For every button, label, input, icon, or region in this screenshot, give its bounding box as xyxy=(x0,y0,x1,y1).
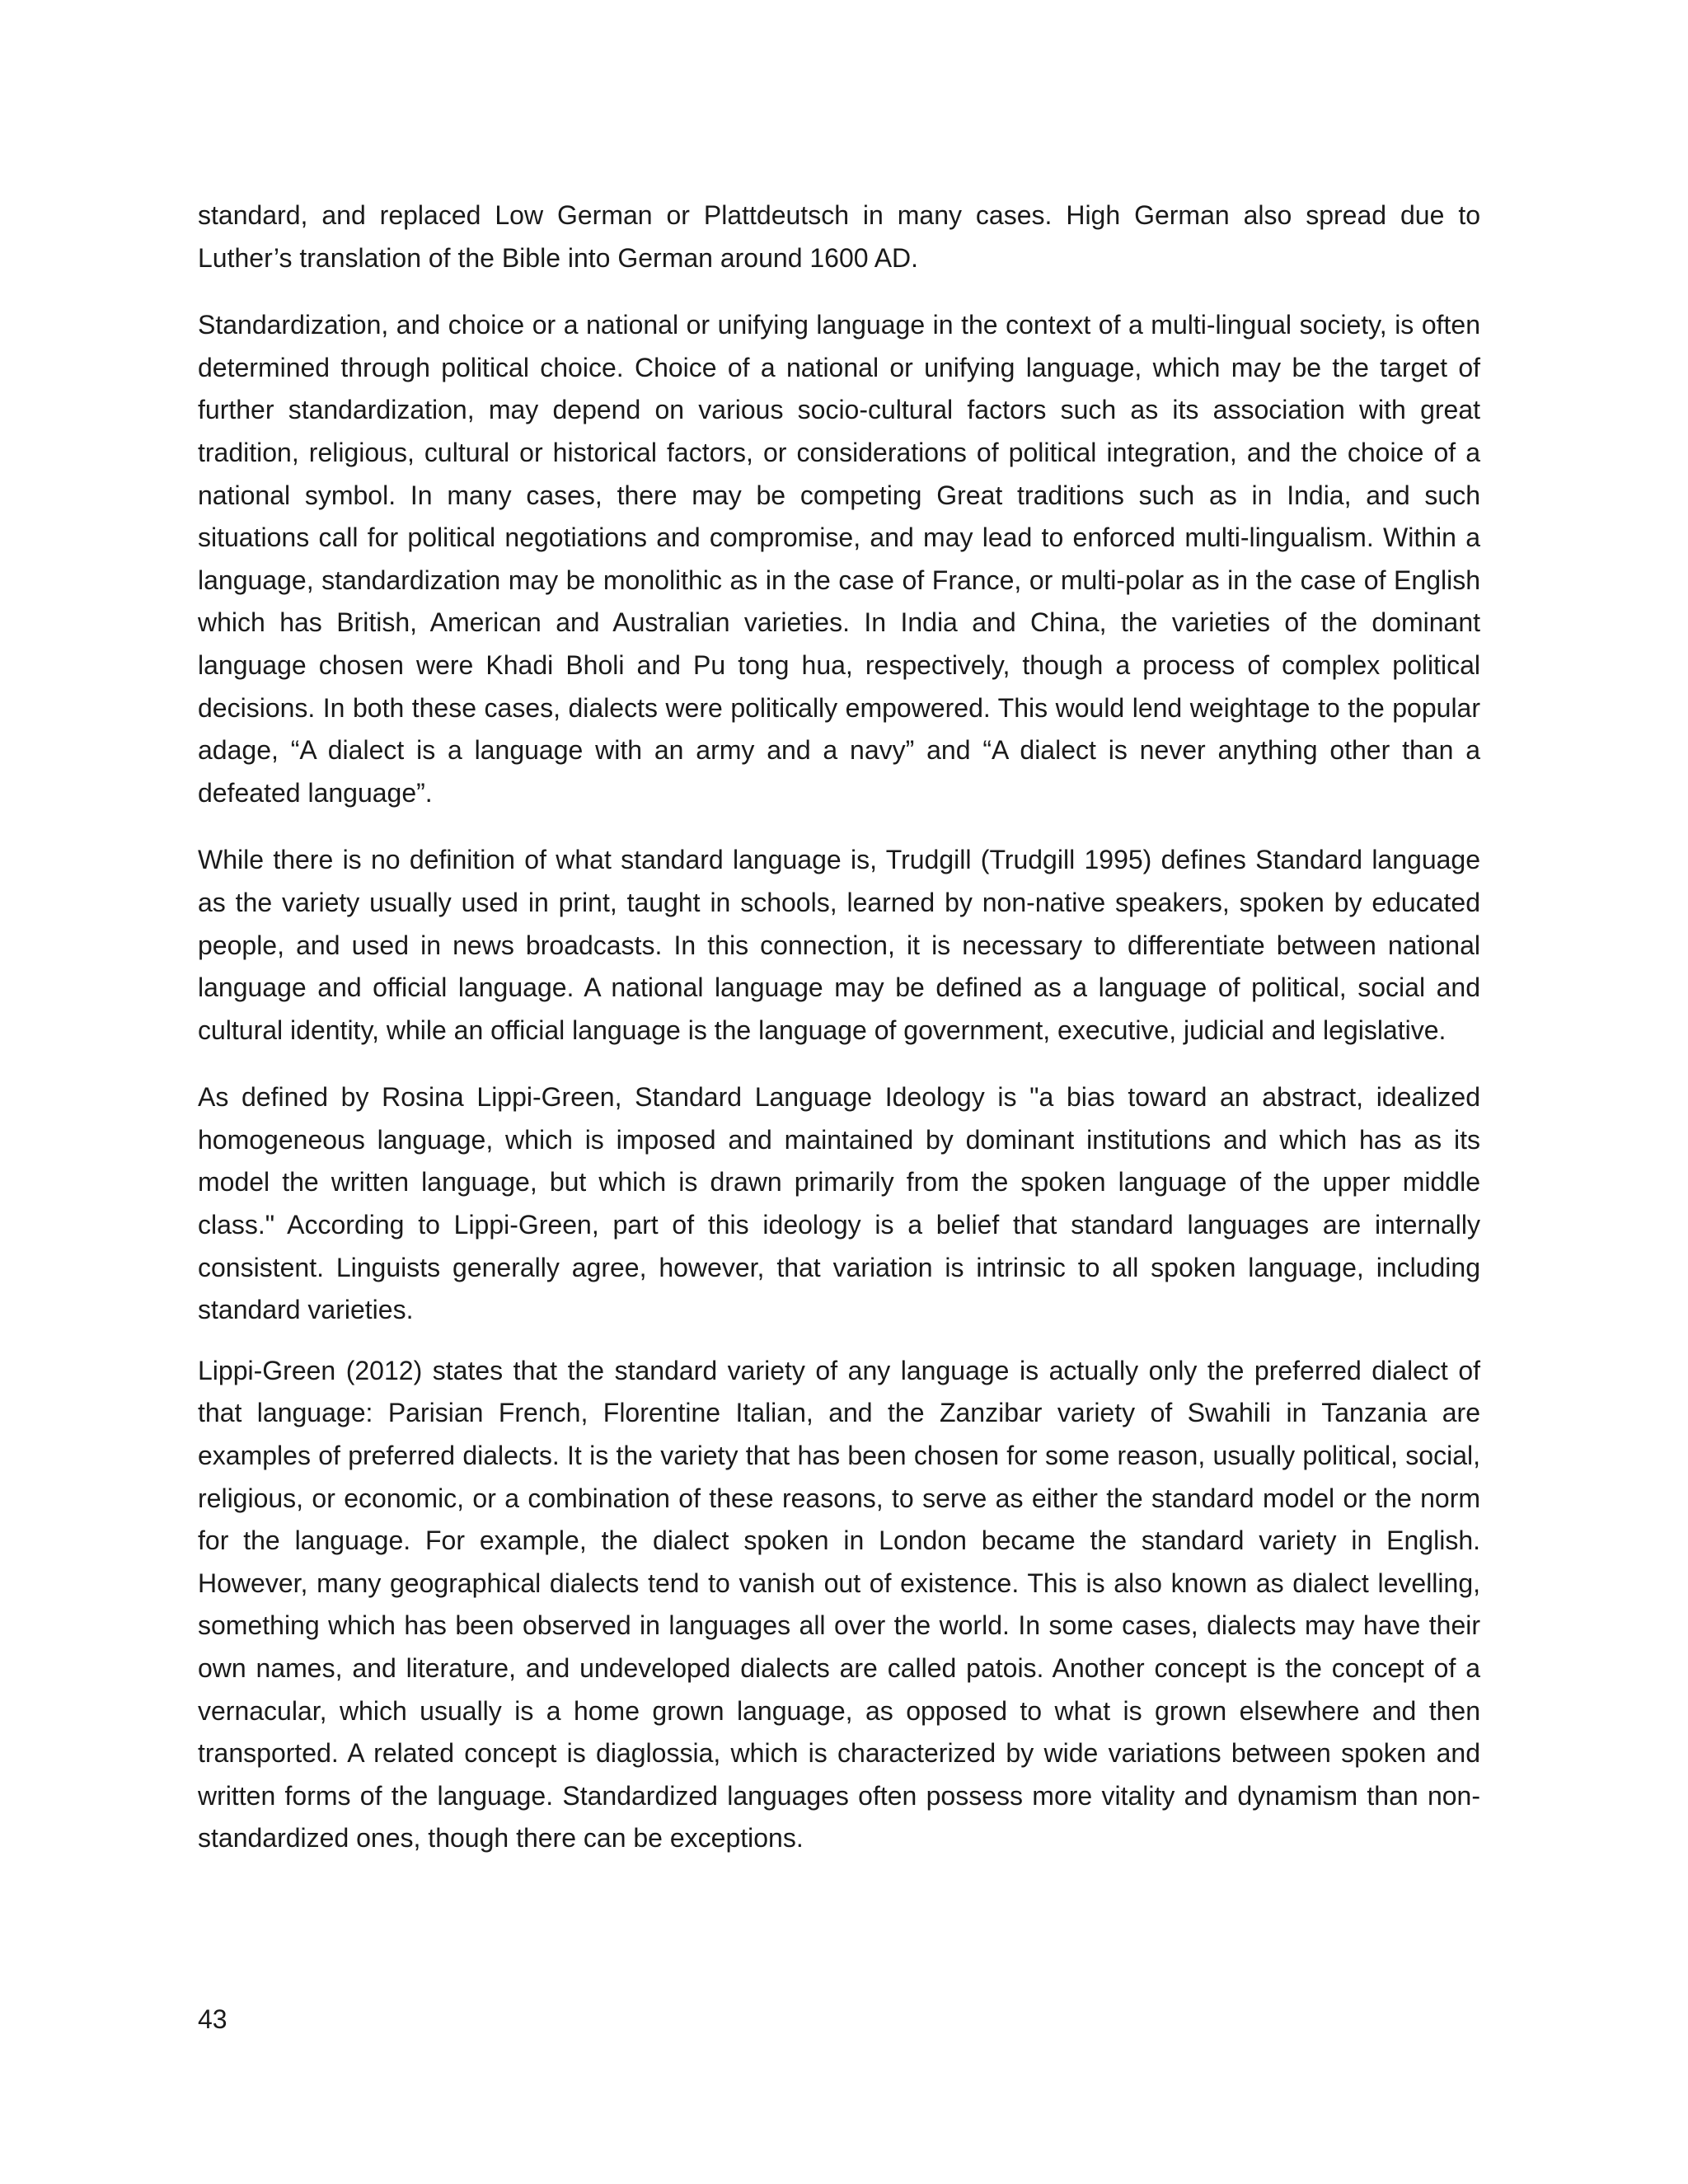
paragraph-standard-language-ideology: As defined by Rosina Lippi-Green, Standard Language Ideology is "a bias toward an abstract, idealized homogeneous language, which is imposed and maintained by dominant institutions and which has as its model the written language, but which is drawn primarily from the spoken language of the upper middle class." According to Lippi-Green, part of this ideology is a belief that standard languages are internally consistent. Linguists generally agree, however, that variation is intrinsic to all spoken language, including standard varieties. xyxy=(198,1082,1480,1325)
paragraph-trudgill-definition: While there is no definition of what standard language is, Trudgill (Trudgill 1995) defines Standard language as the variety usually used in print, taught in schools, learned by non-native speakers, spoken by educated people, and used in news broadcasts. In this connection, it is necessary to differentiate between national language and official language. A national language may be defined as a language of political, social and cultural identity, while an official language is the language of government, executive, judicial and legislative. xyxy=(198,845,1480,1045)
paragraph-preferred-dialect: Lippi-Green (2012) states that the standard variety of any language is actually only the preferred dialect of that language: Parisian French, Florentine Italian, and the Zanzibar variety of Swahili in Tanzania are examples of preferred dialects. It is the variety that has been chosen for some reason, usually political, social, religious, or economic, or a combination of these reasons, to serve as either the standard model or the norm for the language. For example, the dialect spoken in London became the standard variety in English. However, many geographical dialects tend to vanish out of existence. This is also known as dialect levelling, something which has been observed in languages all over the world. In some cases, dialects may have their own names, and literature, and undeveloped dialects are called patois. Another concept is the concept of a vernacular, which usually is a home grown language, as opposed to what is grown elsewhere and then transported. A related concept is diaglossia, which is characterized by wide variations between spoken and written forms of the language. Standardized languages often possess more vitality and dynamism than non-standardized ones, though there can be exceptions. xyxy=(198,1355,1480,1854)
page-number: 43 xyxy=(198,2004,227,2034)
paragraph-continuation: standard, and replaced Low German or Plattdeutsch in many cases. High German also spread due to Luther’s translation of the Bible into German around 1600 AD. xyxy=(198,200,1480,273)
paragraph-standardization: Standardization, and choice or a national or unifying language in the context of a multi-lingual society, is often determined through political choice. Choice of a national or unifying language, which may be the target of further standardization, may depend on various socio-cultural factors such as its association with great tradition, religious, cultural or historical factors, or considerations of political integration, and the choice of a national symbol. In many cases, there may be competing Great traditions such as in India, and such situations call for political negotiations and compromise, and may lead to enforced multi-lingualism. Within a language, standardization may be monolithic as in the case of France, or multi-polar as in the case of English which has British, American and Australian varieties. In India and China, the varieties of the dominant language chosen were Khadi Bholi and Pu tong hua, respectively, though a process of complex political decisions. In both these cases, dialects were politically empowered. This would lend weightage to the popular adage, “A dialect is a language with an army and a navy” and “A dialect is never anything other than a defeated language”. xyxy=(198,310,1480,808)
body-text xyxy=(198,194,1480,1860)
